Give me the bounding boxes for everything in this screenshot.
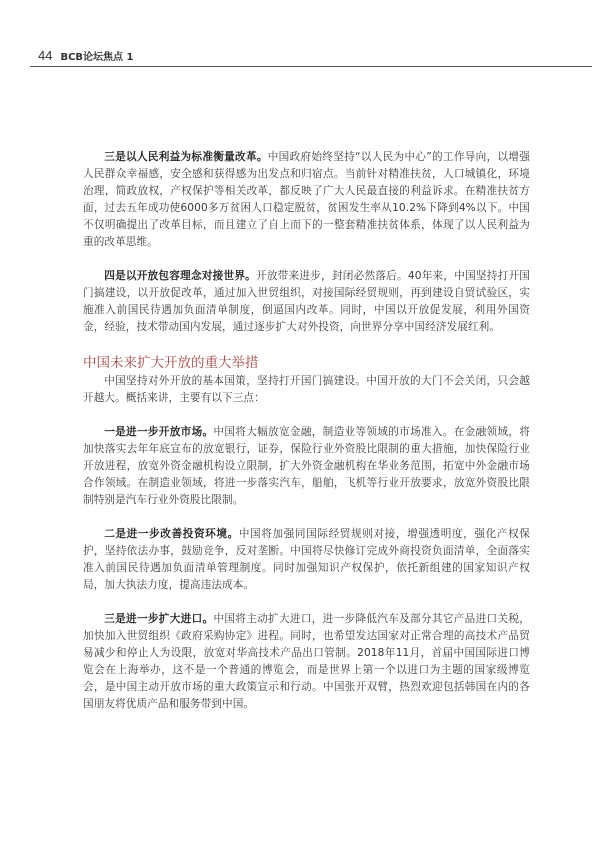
spacer bbox=[83, 336, 530, 353]
paragraph-text: 中国将大幅放宽金融，制造业等领域的市场准入。在金融领域，将加快落实去年年底宣布的放宽银行，证券，保险行业外资股比限制的重大措施，加快保险行业开放进程，放宽外资金融机构设立限制，扩大外资金融机构在华业务范围，拓宽中外金融市场合作领域。在制造业领域，将进一步落实汽车，船舶，飞机等行业开放要求，放宽外资股比限制特别是汽车行业外资股比限制。 bbox=[83, 426, 531, 506]
article-body bbox=[83, 149, 530, 713]
spacer bbox=[83, 251, 530, 268]
spacer bbox=[83, 407, 530, 424]
paragraph-expand-imports bbox=[83, 611, 530, 713]
paragraph-open-world bbox=[83, 268, 530, 336]
paragraph-text: 中国将加强同国际经贸规则对接，增强透明度，强化产权保护，坚持依法办事，鼓励竞争，反对垄断。中国将尽快修订完成外商投资负面清单，全面落实准入前国民待遇加负面清单管理制度。同时加强知识产权保护，依托新组建的国家知识产权局，加大执法力度，提高违法成本。 bbox=[83, 528, 530, 591]
paragraph-text: 中国将主动扩大进口，进一步降低汽车及部分其它产品进口关税，加快加入世贸组织《政府采购协定》进程。同时，也希望发达国家对正常合理的高技术产品贸易减少和停止人为设限，放宽对华高技术产品出口管制。2018年11月，首届中国国际进口博览会在上海举办，这不是一个普通的博览会，而是世界上第一个以进口为主题的国家级博览会，是中国主动开放市场的重大政策宣示和行动。中国张开双臂，热烈欢迎包括韩国在内的各国朋友将优质产品和服务带到中国。 bbox=[83, 613, 531, 710]
page-header bbox=[38, 47, 134, 63]
spacer bbox=[83, 509, 530, 526]
paragraph-people-interest bbox=[83, 149, 530, 251]
section-heading: 中国未来扩大开放的重大举措 bbox=[83, 355, 259, 371]
paragraph-lead: 一是进一步开放市场。 bbox=[104, 426, 214, 438]
running-header-title: BCB论坛焦点 1 bbox=[60, 51, 134, 63]
paragraph-text: 开放带来进步，封闭必然落后。40年来，中国坚持打开国门搞建设，以开放促改革，通过加入世贸组织，对接国际经贸规则，再到建设自贸试验区，实施准入前国民待遇加负面清单制度，倒逼国内改革。同时，中国以开放促发展，利用外国资金，经验，技术带动国内发展，通过逐步扩大对外投资，向世界分享中国经济发展红利。 bbox=[83, 270, 531, 333]
paragraph-lead: 三是以人民利益为标准衡量改革。 bbox=[104, 151, 268, 163]
paragraph-lead: 四是以开放包容理念对接世界。 bbox=[104, 270, 257, 282]
section-intro: 中国坚持对外开放的基本国策，坚持打开国门搞建设。中国开放的大门不会关闭，只会越开越大。概括来讲，主要有以下三点： bbox=[83, 375, 530, 404]
paragraph-lead: 三是进一步扩大进口。 bbox=[104, 613, 214, 625]
paragraph-lead: 二是进一步改善投资环境。 bbox=[104, 528, 239, 540]
header-divider bbox=[30, 66, 592, 67]
paragraph-investment-environment bbox=[83, 526, 530, 594]
spacer bbox=[83, 594, 530, 611]
paragraph-open-market bbox=[83, 424, 530, 509]
paragraph-text: 中国政府始终坚持“以人民为中心”的工作导向，以增强人民群众幸福感，安全感和获得感为出发点和归宿点。当前针对精准扶贫，人口城镇化，环境治理，简政放权，产权保护等相关改革，都反映了广大人民最直接的利益诉求。在精准扶贫方面，过去五年成功使6000多万贫困人口稳定脱贫，贫困发生率从10.2%下降到4%以下。中国不仅明确提出了改革目标，而且建立了自上而下的一整套精准扶贫体系，体现了以人民利益为重的改革思维。 bbox=[83, 151, 530, 248]
page-number: 44 bbox=[38, 47, 53, 63]
